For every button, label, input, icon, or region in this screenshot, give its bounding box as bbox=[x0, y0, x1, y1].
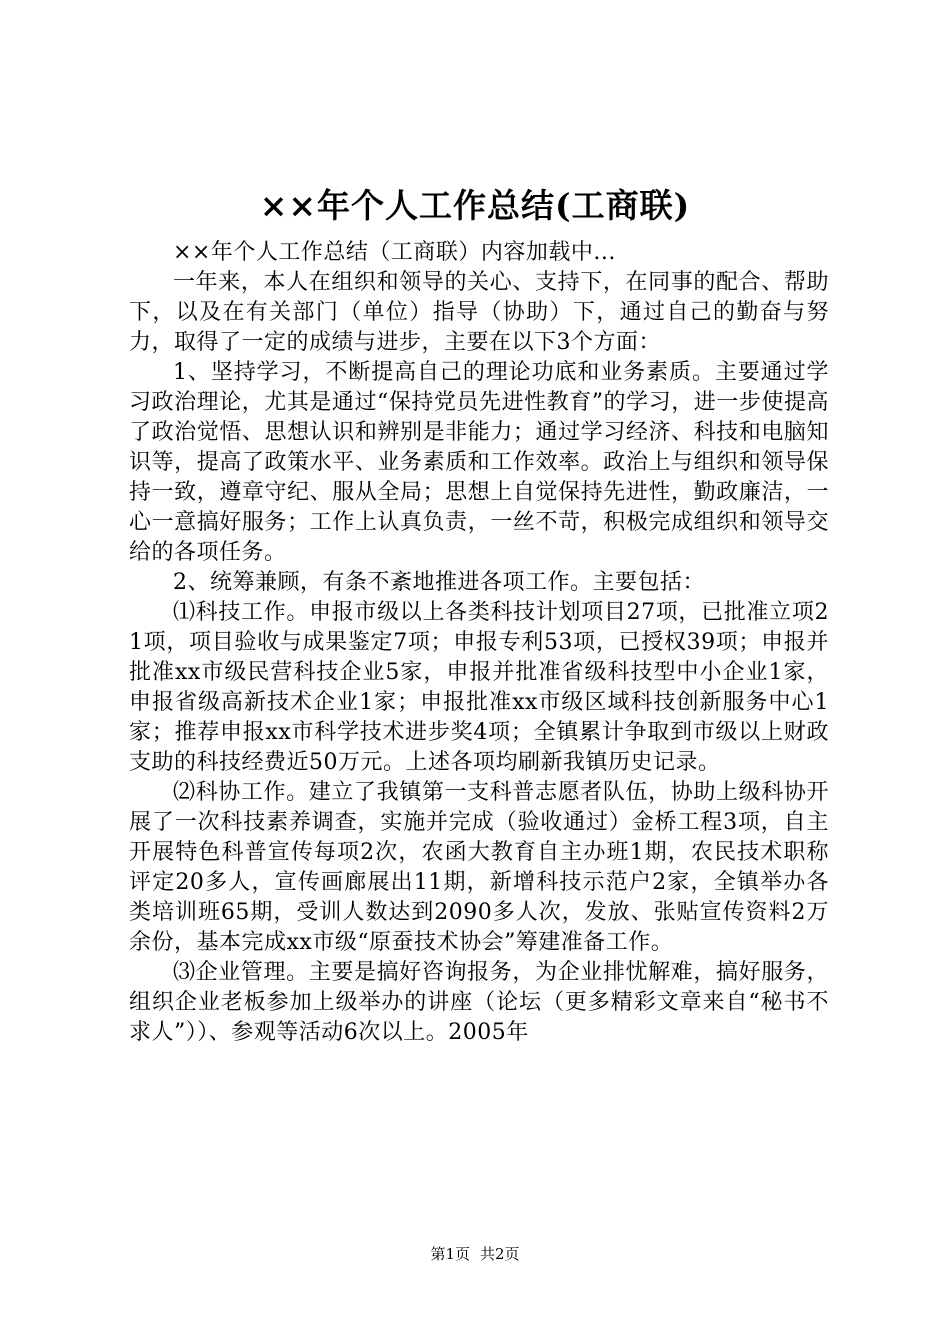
paragraph-intro: 一年来，本人在组织和领导的关心、支持下，在同事的配合、帮助下，以及在有关部门（单位）指导（协助）下，通过自己的勤奋与努力，取得了一定的成绩与进步，主要在以下3个方面： bbox=[129, 270, 829, 355]
paragraph-study: 1、坚持学习，不断提高自己的理论功底和业务素质。主要通过学习政治理论，尤其是通过“保持党员先进性教育”的学习，进一步使提高了政治觉悟、思想认识和辨别是非能力；通过学习经济、科技和电脑知识等，提高了政策水平、业务素质和工作效率。政治上与组织和领导保持一致，遵章守纪、服从全局；思想上自觉保持先进性，勤政廉洁，一心一意搞好服务；工作上认真负责，一丝不苛，积极完成组织和领导交给的各项任务。 bbox=[129, 360, 829, 565]
paragraph-science-work: ⑴科技工作。申报市级以上各类科技计划项目27项，已批准立项21项，项目验收与成果鉴定7项；申报专利53项，已授权39项；申报并批准xx市级民营科技企业5家，申报并批准省级科技型中小企业1家，申报省级高新技术企业1家；申报批准xx市级区域科技创新服务中心1家；推荐申报xx市科学技术进步奖4项；全镇累计争取到市级以上财政支助的科技经费近50万元。上述各项均刷新我镇历史记录。 bbox=[129, 600, 829, 775]
document-title: ××年个人工作总结(工商联) bbox=[259, 186, 691, 225]
page-total: 共2页 bbox=[480, 1245, 520, 1263]
paragraph-science-association: ⑵科协工作。建立了我镇第一支科普志愿者队伍，协助上级科协开展了一次科技素养调查，实施并完成（验收通过）金桥工程3项，自主开展特色科普宣传每项2次，农函大教育自主办班1期，农民技术职称评定20多人，宣传画廊展出11期，新增科技示范户2家，全镇举办各类培训班65期，受训人数达到2090多人次，发放、张贴宣传资料2万余份，基本完成xx市级“原蚕技术协会”筹建准备工作。 bbox=[129, 780, 829, 955]
paragraph-overall-work: 2、统筹兼顾，有条不紊地推进各项工作。主要包括： bbox=[173, 570, 705, 595]
paragraph-loading-note: ××年个人工作总结（工商联）内容加载中... bbox=[173, 240, 616, 265]
paragraph-enterprise-management: ⑶企业管理。主要是搞好咨询报务，为企业排忧解难，搞好服务，组织企业老板参加上级举办的讲座（论坛（更多精彩文章来自“秘书不求人”））、参观等活动6次以上。2005年 bbox=[129, 960, 829, 1045]
page-footer bbox=[0, 1243, 950, 1265]
document-body bbox=[129, 238, 829, 1048]
page-number: 第1页 bbox=[430, 1245, 470, 1263]
